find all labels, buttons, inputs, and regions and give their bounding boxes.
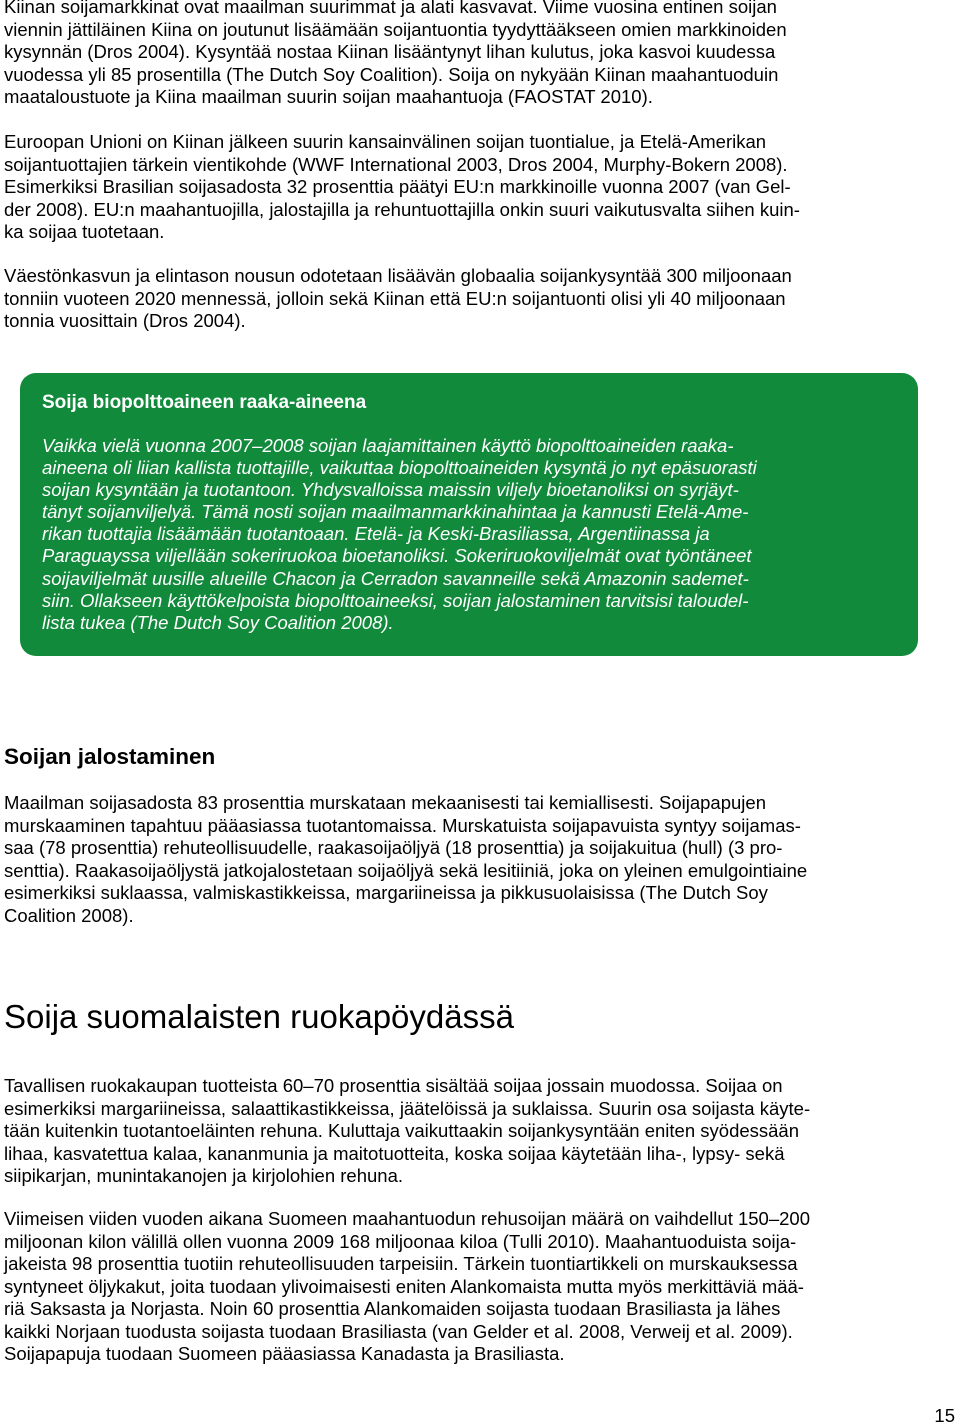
info-box-text: Vaikka vielä vuonna 2007–2008 soijan laajamittainen käyttö biopolttoaineiden raaka- aineena oli liian kallista tuottajille, vaikuttaa biopolttoaineiden kysyntä jo nyt epäsuorasti soijan kysyntään ja tuotantoon. Yhdysvalloissa maissin viljely bioetanoliksi on syrjäyt- tänyt soijanviljelyä. Tämä nosti soijan maailmanmarkkinahintaa ja kannusti Etelä-Ame- rikan tuottajia lisäämään tuotantoaan. Etelä- ja Keski-Brasiliassa, Argentiinassa ja Paraguayssa viljellään sokeriruokoa bioetanoliksi. Sokeriruokoviljelmät ovat työntäneet soijaviljelmät uusille alueille Chacon ja Cerradon savanneille sekä Amazonin sademet- siin. Ollakseen käyttökelpoista biopolttoaineeksi, soijan jalostaminen tarvitsisi taloudel- lista tukea (The Dutch Soy Coalition 2008). [42,435,757,633]
paragraph-feed-imports: Viimeisen viiden vuoden aikana Suomeen maahantuodun rehusoijan määrä on vaihdellut 150–200 miljoonan kilon välillä ollen vuonna 2009 168 miljoonaa kiloa (Tulli 2010). Maahantuoduista soija- jakeista 98 prosenttia tuotiin rehuteollisuuden tarpeisiin. Tärkein tuontiartikkeli on murskauksessa syntyneet öljykakut, joita tuodaan ylivoimaisesti eniten Alankomaista mutta myös merkittäviä mää- riä Saksasta ja Norjasta. Noin 60 prosenttia Alankomaiden soijasta tuodaan Brasiliasta ja lähes kaikki Norjaan tuodusta soijasta tuodaan Brasiliasta (van Gelder et al. 2008, Verweij et al. 2009). Soijapapuja tuodaan Suomeen pääasiassa Kanadasta ja Brasiliasta. [4,1208,811,1364]
page-number: 15 [934,1405,955,1426]
biofuel-info-box [20,373,918,656]
info-box-title: Soija biopolttoaineen raaka-aineena [42,392,367,413]
paragraph-china-market: Kiinan soijamarkkinat ovat maailman suurimmat ja alati kasvavat. Viime vuosina entinen soijan viennin jättiläinen Kiina on joutunut lisäämään soijantuontia tyydyttääkseen omien markkinoiden kysynnän (Dros 2004). Kysyntää nostaa Kiinan lisääntynyt lihan kulutus, joka kasvoi kuudessa vuodessa yli 85 prosentilla (The Dutch Soy Coalition). Soija on nykyään Kiinan maahantuoduin maataloustuote ja Kiina maailman suurin soijan maahantuoja (FAOSTAT 2010). [4,0,787,107]
paragraph-demand-forecast: Väestönkasvun ja elintason nousun odotetaan lisäävän globaalia soijankysyntää 300 miljoonaan tonniin vuoteen 2020 mennessä, jolloin sekä Kiinan että EU:n soijantuonti olisi yli 40 miljoonaan tonnia vuosittain (Dros 2004). [4,265,792,331]
paragraph-eu-imports: Euroopan Unioni on Kiinan jälkeen suurin kansainvälinen soijan tuontialue, ja Etelä-Amerikan soijantuottajien tärkein vientikohde (WWF International 2003, Dros 2004, Murphy-Bokern 2008). Esimerkiksi Brasilian soijasadosta 32 prosenttia päätyi EU:n markkinoille vuonna 2007 (van Gel- der 2008). EU:n maahantuojilla, jalostajilla ja rehuntuottajilla onkin suuri vaikutusvalta siihen kuin- ka soijaa tuotetaan. [4,131,800,242]
section-heading-finnish-table: Soija suomalaisten ruokapöydässä [4,998,514,1035]
paragraph-grocery-products: Tavallisen ruokakaupan tuotteista 60–70 prosenttia sisältää soijaa jossain muodossa. Soijaa on esimerkiksi margariineissa, salaattikastikkeissa, jäätelöissä ja suklaissa. Suurin osa soijasta käyte- tään kuitenkin tuotantoeläinten rehuna. Kuluttaja vaikuttaakin soijankysyntään eniten syödessään lihaa, kasvatettua kalaa, kananmunia ja maitotuotteita, koska soijaa käytetään liha-, lypsy- sekä siipikarjan, munintakanojen ja kirjolohien rehuna. [4,1075,811,1186]
section-heading-processing: Soijan jalostaminen [4,744,216,769]
paragraph-processing: Maailman soijasadosta 83 prosenttia murskataan mekaanisesti tai kemiallisesti. Soijapapujen murskaaminen tapahtuu pääasiassa tuotantomaissa. Murskatuista soijapavuista syntyy soijamas- saa (78 prosenttia) rehuteollisuudelle, raakasoijaöljyä (18 prosenttia) ja soijakuitua (hull) (3 pro- senttia). Raakasoijaöljystä jatkojalostetaan soijaöljyä sekä lesitiiniä, joka on yleinen emulgointiaine esimerkiksi suklaassa, valmiskastikkeissa, margariineissa ja pikkusuolaisissa (The Dutch Soy Coalition 2008). [4,792,808,926]
